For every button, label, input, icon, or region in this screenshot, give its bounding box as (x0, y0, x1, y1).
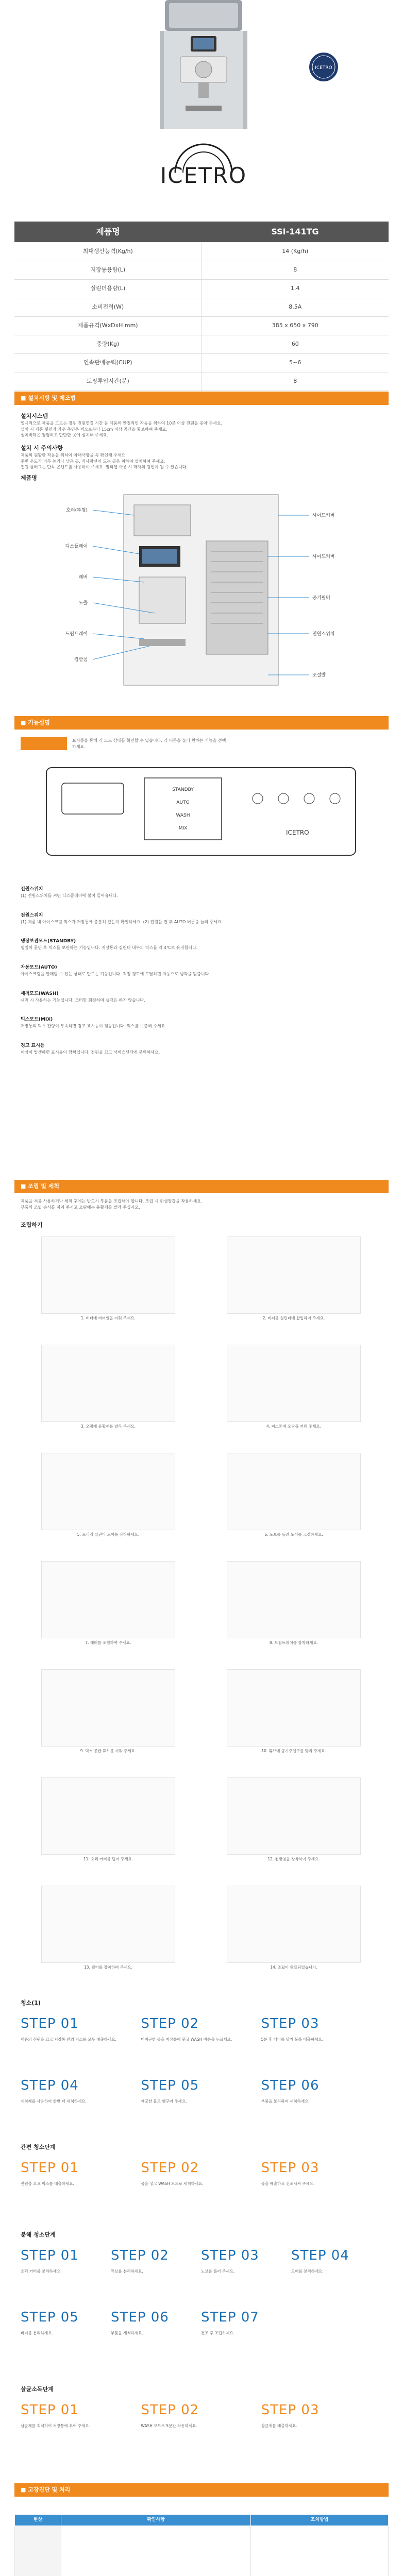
section-tag: ■ 고장진단 및 처리 (21, 2486, 71, 2493)
step-label: STEP 01 (21, 2016, 79, 2031)
award-badge-icon (308, 52, 339, 82)
step-desc: 제품의 전원을 끄고 저장통 안의 믹스를 모두 배출하세요. (21, 2037, 116, 2042)
step-label: STEP 01 (21, 2160, 79, 2176)
spec-row (14, 279, 389, 298)
section-bar-function (14, 716, 389, 730)
text-line: 제품의 원활한 작동을 위하여 아래사항을 꼭 확인해 주세요. (21, 453, 127, 457)
assembly-caption: 9. 믹스 공급 튜브를 끼워 주세요. (80, 1749, 137, 1753)
assembly-step (31, 1777, 186, 1875)
spec-header-right: SSI-141TG (202, 222, 389, 242)
part-label-left: 호퍼(뚜껑) (66, 508, 88, 513)
section-tag: ■ 조립 및 세척 (21, 1183, 60, 1190)
part-label-right: 전원스위치 (312, 632, 335, 637)
callout-badge (21, 737, 67, 750)
table-cell-symptom (15, 2526, 61, 2576)
callout-text: 표시등을 통해 각 모드 상태를 확인할 수 있습니다. 각 버튼을 눌러 원하는 기능을 선택하세요. (72, 738, 226, 749)
spec-row (14, 353, 389, 372)
assembly-step (31, 1886, 186, 1984)
panel-button-label: WASH (176, 813, 190, 818)
part-label-left: 레버 (78, 575, 88, 580)
cleaning-step (111, 2308, 196, 2365)
step-desc: 세척제를 사용하여 한번 더 세척하세요. (21, 2098, 87, 2104)
section-bar-assembly (14, 1180, 389, 1193)
part-label-left: 디스플레이 (65, 544, 88, 549)
function-title: 자동모드(AUTO) (21, 964, 57, 970)
table-cell-action (250, 2526, 388, 2576)
spec-key: 저장통용량(L) (14, 261, 202, 279)
step-label: STEP 03 (261, 2402, 320, 2418)
step-label: STEP 05 (141, 2078, 199, 2093)
assembly-step (216, 1236, 371, 1334)
step-desc: WASH 모드로 5분간 작동하세요. (141, 2423, 197, 2428)
section-tag: ■ 설치시방 및 제조법 (21, 395, 76, 401)
step-desc: 튜브를 분리하세요. (111, 2268, 143, 2274)
function-desc: 이상이 발생하면 표시등이 깜빡입니다. 전원을 끄고 서비스센터에 문의하세요. (21, 1049, 160, 1055)
text-line: 전원 플러그는 단독 콘센트를 사용하여 주세요. 멀티탭 사용 시 화재의 원인이 될 수 있습니다. (21, 465, 188, 470)
assembly-step (31, 1453, 186, 1551)
step-label: STEP 07 (201, 2310, 259, 2325)
assembly-step (31, 1236, 186, 1334)
part-label-right: 조절발 (312, 673, 326, 678)
assembly-caption: 6. 노브를 돌려 도어를 고정하세요. (264, 1532, 323, 1537)
assembly-caption: 12. 컵받침을 장착하여 주세요. (267, 1857, 320, 1861)
step-label: STEP 02 (141, 2160, 199, 2176)
function-title: 경고 표시등 (21, 1043, 45, 1048)
step-desc: 부품을 분리하여 세척하세요. (261, 2098, 310, 2104)
function-item (21, 1016, 381, 1029)
part-label-left: 노즐 (78, 601, 88, 606)
spec-row (14, 335, 389, 353)
table-cell-check (61, 2526, 251, 2576)
step-label: STEP 05 (21, 2310, 79, 2325)
part-label-right: 사이드커버 (312, 513, 335, 518)
function-desc: (1) 전원스위치를 켜면 디스플레이에 불이 들어옵니다. (21, 893, 118, 899)
step-label: STEP 03 (201, 2248, 259, 2263)
assembly-step (31, 1345, 186, 1443)
assembly-title: 조립하기 (21, 1222, 43, 1228)
step-desc: 깨끗한 물로 헹구어 주세요. (141, 2098, 187, 2104)
assembly-illustration (227, 1453, 361, 1530)
cleaning-step (21, 2401, 136, 2458)
assembly-caption: 11. 호퍼 커버를 덮어 주세요. (83, 1857, 133, 1861)
assembly-illustration (227, 1236, 361, 1314)
parts-diagram (21, 484, 381, 696)
step-desc: 비터를 분리하세요. (21, 2330, 53, 2335)
install-title: 설치시스템 (21, 413, 48, 419)
cleaning-step (201, 2308, 286, 2365)
assembly-step (216, 1886, 371, 1984)
spec-key: 중량(Kg) (14, 335, 202, 353)
function-list (21, 886, 381, 1069)
spec-value: 8.5A (202, 298, 389, 316)
part-label-left: 컵받침 (74, 657, 88, 663)
cleaning-step (21, 2308, 106, 2365)
assembly-step (216, 1669, 371, 1767)
assembly-illustration (227, 1561, 361, 1638)
panel-button-label: MIX (178, 826, 188, 831)
spec-row (14, 261, 389, 279)
hero-section (0, 0, 403, 222)
step-desc: 노브를 풀어 주세요. (201, 2268, 235, 2274)
control-panel-diagram (41, 762, 361, 866)
step-desc: 호퍼 커버를 분리하세요. (21, 2268, 62, 2274)
step-label: STEP 01 (21, 2402, 79, 2418)
spec-key: 소비전력(W) (14, 298, 202, 316)
assembly-caption: 14. 조립이 완료되었습니다. (270, 1965, 317, 1970)
cleaning-step (141, 2014, 256, 2071)
spec-value: 1.4 (202, 279, 389, 298)
table-row (15, 2526, 389, 2576)
spec-key: 실린더용량(L) (14, 279, 202, 298)
cleaning-step (291, 2246, 376, 2303)
parts-title: 제품명 (21, 474, 37, 481)
brand-logo (129, 137, 278, 188)
assembly-caption: 5. 프리징 실린더 도어를 장착하세요. (77, 1532, 140, 1537)
function-desc: 영업이 끝난 후 믹스를 보관하는 기능입니다. 저장통과 실린더 내부의 믹스를 약 4℃로 유지합니다. (21, 945, 198, 951)
part-label-right: 사이드커버 (312, 554, 335, 560)
assembly-step (31, 1669, 186, 1767)
assembly-illustration (41, 1777, 175, 1855)
spec-row (14, 298, 389, 316)
function-title: 믹스모드(MIX) (21, 1017, 53, 1023)
clean2-title: 간편 청소단계 (21, 2144, 56, 2150)
spec-row (14, 316, 389, 335)
install-text (21, 420, 381, 438)
cleaning-step (141, 2076, 256, 2133)
assembly-step (216, 1777, 371, 1875)
text-line: 일시적으로 제품을 고르는 경우 전원연결 시간 등 제품의 안정적인 작동을 위하여 10분 이상 전원을 꽂아 두세요. (21, 421, 222, 426)
assembly-caption: 1. 비터에 비터씰을 끼워 주세요. (80, 1316, 136, 1320)
spec-value: 5~6 (202, 353, 389, 372)
assembly-caption: 8. 드립트레이를 장착하세요. (269, 1640, 318, 1645)
cleaning-step (141, 2401, 256, 2458)
clean3-title: 분해 청소단계 (21, 2231, 56, 2238)
assembly-caption: 3. 오링에 윤활제를 발라 주세요. (80, 1424, 136, 1429)
function-item (21, 1043, 381, 1056)
spec-value: 385 x 650 x 790 (202, 316, 389, 335)
install-caution-text (21, 452, 381, 470)
text-line: 주변 온도가 너무 높거나 낮은 곳, 직사광선이 드는 곳은 피하여 설치하여 주세요. (21, 459, 165, 464)
function-desc: 저장통의 믹스 잔량이 부족하면 경고 표시등이 점등됩니다. 믹스를 보충해 주세요. (21, 1024, 166, 1029)
spec-key: 토핑투입시간(분) (14, 372, 202, 391)
function-title: 냉장보관모드(STANDBY) (21, 939, 76, 944)
spec-value: 60 (202, 335, 389, 353)
assembly-caption: 10. 튜브에 공기주입구를 맞춰 주세요. (261, 1749, 326, 1753)
step-desc: 도어를 분리하세요. (291, 2268, 324, 2274)
function-item (21, 938, 381, 951)
cleaning-step (21, 2076, 136, 2133)
spec-row (14, 372, 389, 391)
assembly-caption: 2. 비터를 실린더에 삽입하여 주세요. (262, 1316, 325, 1320)
text-line: 제품을 처음 사용하거나 세척 후에는 반드시 부품을 조립해야 합니다. 조립 시 위생장갑을 착용하세요. (21, 1199, 203, 1204)
assembly-illustration (227, 1345, 361, 1422)
clean4-title: 살균소독단계 (21, 2386, 54, 2393)
step-desc: 전원을 끄고 믹스를 배출하세요. (21, 2181, 74, 2186)
panel-button-label: AUTO (176, 800, 190, 805)
machine-photo (129, 0, 278, 129)
spec-row (14, 242, 389, 261)
function-item (21, 912, 381, 925)
assembly-illustration (41, 1453, 175, 1530)
assembly-caption: 4. 피스톤에 오링을 끼워 주세요. (266, 1424, 321, 1429)
function-desc: 아이스크림을 판매할 수 있는 상태로 만드는 기능입니다. 적정 경도에 도달하면 자동으로 냉각을 멈춥니다. (21, 971, 210, 976)
cleaning-step (261, 2159, 376, 2215)
cleaning-step (21, 2159, 136, 2215)
spec-key: 제품규격(WxDxH mm) (14, 316, 202, 335)
step-label: STEP 02 (111, 2248, 169, 2263)
assembly-illustration (41, 1886, 175, 1963)
assembly-step (216, 1453, 371, 1551)
assembly-illustration (227, 1886, 361, 1963)
step-label: STEP 02 (141, 2016, 199, 2031)
troubleshoot-table (14, 2514, 389, 2576)
logo-text: ICETRO (160, 163, 247, 188)
cleaning-step (261, 2014, 376, 2071)
panel-label: ICETRO (286, 829, 309, 836)
assembly-illustration (41, 1345, 175, 1422)
section-bar-install (14, 392, 389, 405)
cleaning-step (141, 2159, 256, 2215)
table-header: 조치방법 (250, 2515, 388, 2526)
step-desc: 물을 배출하고 건조시켜 주세요. (261, 2181, 315, 2186)
step-label: STEP 06 (261, 2078, 320, 2093)
spec-table (14, 222, 389, 391)
step-desc: 부품을 세척하세요. (111, 2330, 143, 2335)
section-tag: ■ 기능설명 (21, 719, 50, 726)
section-bar-troubleshoot (14, 2483, 389, 2497)
part-label-right: 공기필터 (312, 596, 330, 601)
step-desc: 물을 넣고 WASH 모드로 세척하세요. (141, 2181, 204, 2186)
spec-key: 최대생산능력(Kg/h) (14, 242, 202, 261)
text-line: 부품의 조립 순서를 지켜 주시고 오링에는 윤활제를 발라 주십시오. (21, 1205, 140, 1210)
step-label: STEP 06 (111, 2310, 169, 2325)
table-header: 현상 (15, 2515, 61, 2526)
text-line: 설치 시 제품 뒷면과 좌우 측면은 벽으로부터 15cm 이상 공간을 확보하여 주세요. (21, 427, 167, 432)
assembly-intro (21, 1198, 381, 1210)
cleaning-step (21, 2014, 136, 2071)
assembly-step (31, 1561, 186, 1659)
cleaning-step (261, 2401, 376, 2458)
step-label: STEP 02 (141, 2402, 199, 2418)
cleaning-step (261, 2076, 376, 2133)
step-label: STEP 03 (261, 2016, 320, 2031)
function-item (21, 964, 381, 977)
spec-value: 8 (202, 372, 389, 391)
assembly-illustration (41, 1669, 175, 1747)
function-item (21, 886, 381, 899)
assembly-caption: 7. 레버를 조립하여 주세요. (85, 1640, 131, 1645)
text-line: 설치바닥은 평평하고 단단한 곳에 설치해 주세요. (21, 433, 108, 438)
assembly-illustration (41, 1561, 175, 1638)
assembly-illustration (41, 1236, 175, 1314)
spec-header-left: 제품명 (14, 222, 202, 242)
assembly-step (216, 1561, 371, 1659)
assembly-caption: 13. 필터를 장착하여 주세요. (84, 1965, 132, 1970)
cleaning-step (201, 2246, 286, 2303)
function-item (21, 991, 381, 1004)
clean1-title: 청소(1) (21, 1999, 41, 2006)
function-title: 전원스위치 (21, 912, 43, 918)
function-desc: (1) 제품 내 아이스크림 믹스가 저장통에 충분히 있는지 확인하세요. (2) 전원을 켠 후 AUTO 버튼을 눌러 주세요. (21, 919, 223, 924)
cleaning-step (111, 2246, 196, 2303)
spec-value: 8 (202, 261, 389, 279)
function-title: 전원스위치 (21, 887, 43, 892)
step-label: STEP 03 (261, 2160, 320, 2176)
assembly-illustration (227, 1669, 361, 1747)
assembly-step (216, 1345, 371, 1443)
assembly-illustration (227, 1777, 361, 1855)
step-desc: 건조 후 조립하세요. (201, 2330, 235, 2335)
step-label: STEP 04 (291, 2248, 349, 2263)
install-caution-title: 설치 시 주의사항 (21, 445, 63, 451)
spec-value: 14 (Kg/h) (202, 242, 389, 261)
panel-button-label: STANDBY (172, 787, 194, 792)
spec-key: 연속판매능력(CUP) (14, 353, 202, 372)
step-desc: 5분 후 레버를 당겨 물을 배출하세요. (261, 2037, 324, 2042)
function-title: 세척모드(WASH) (21, 991, 59, 996)
step-desc: 살균제를 배출하세요. (261, 2423, 297, 2428)
step-label: STEP 01 (21, 2248, 79, 2263)
function-desc: 세척 시 사용하는 기능입니다. 모터만 회전하며 냉각은 하지 않습니다. (21, 997, 145, 1003)
step-desc: 미지근한 물을 저장통에 붓고 WASH 버튼을 누르세요. (141, 2037, 232, 2042)
table-header: 확인사항 (61, 2515, 251, 2526)
badge-text: ICETRO (315, 65, 332, 71)
step-label: STEP 04 (21, 2078, 79, 2093)
part-label-left: 드립트레이 (65, 632, 88, 637)
step-desc: 살균제를 희석하여 저장통에 부어 주세요. (21, 2423, 91, 2428)
cleaning-step (21, 2246, 106, 2303)
